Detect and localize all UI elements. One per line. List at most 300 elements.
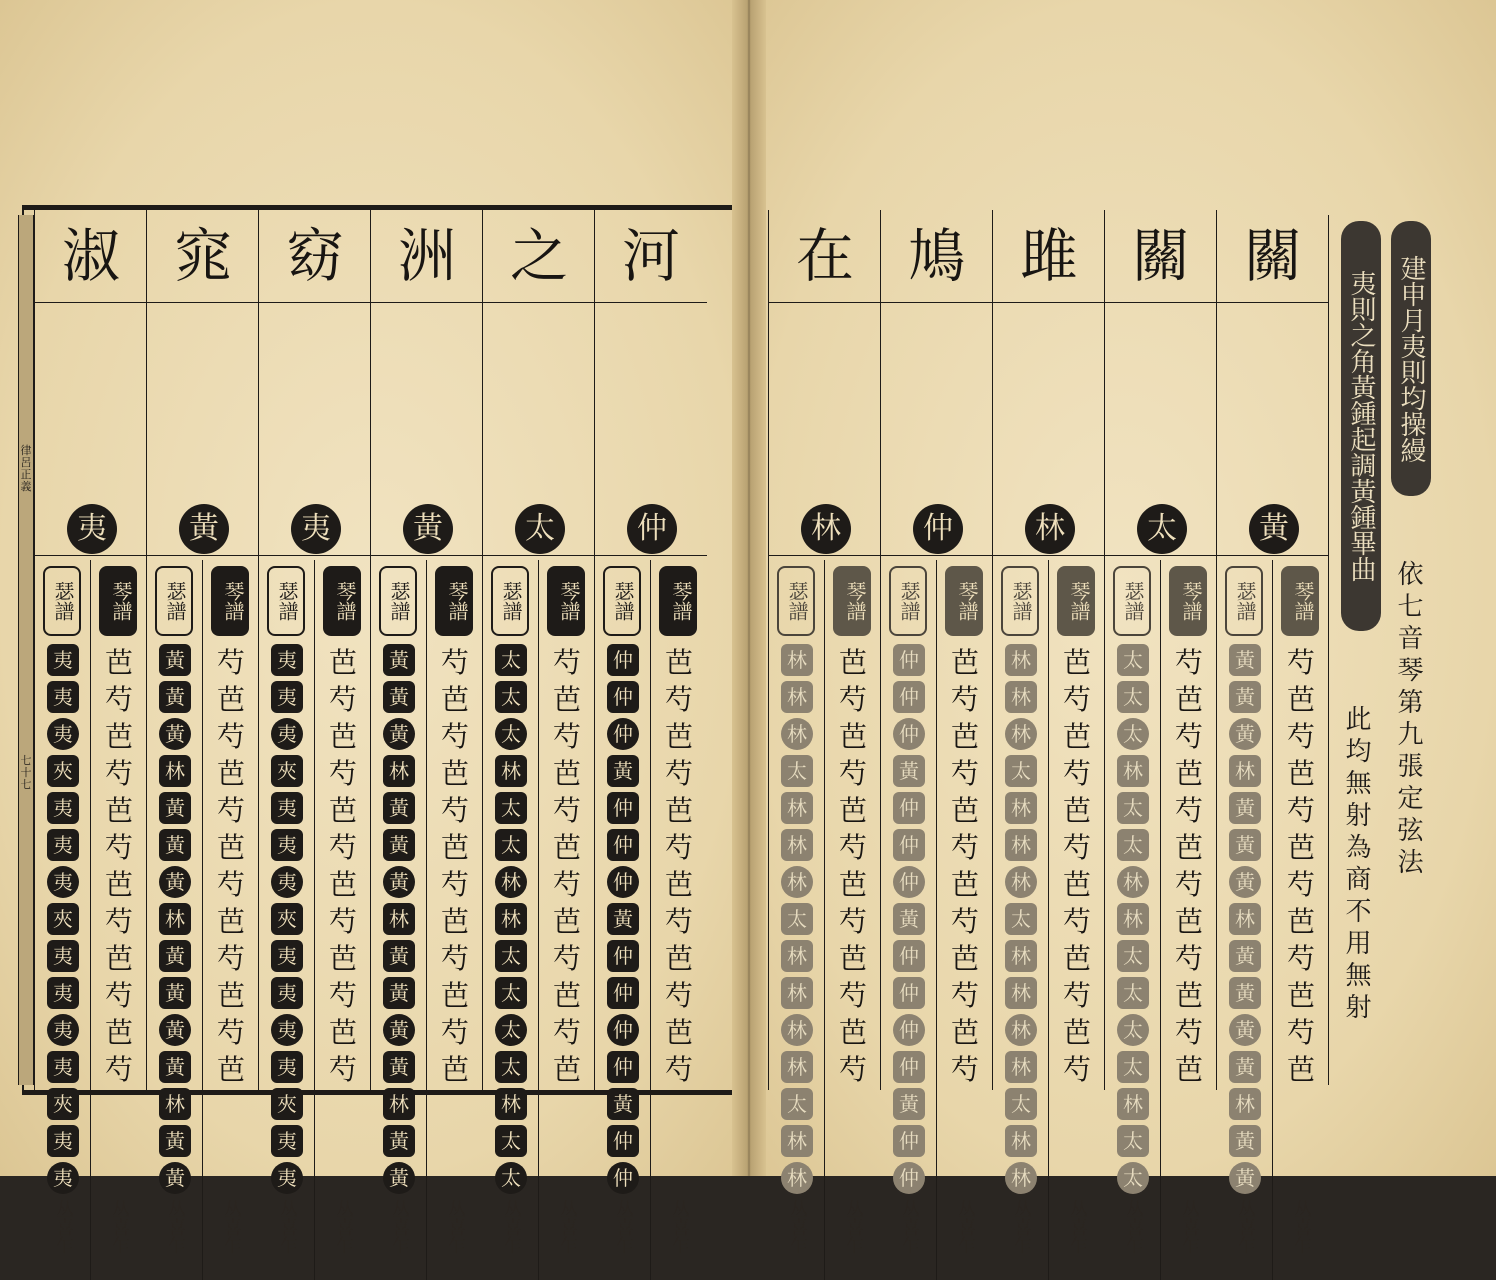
se-note-chip: 太 xyxy=(1117,644,1149,676)
divider xyxy=(993,555,1105,556)
se-note-chip: 黃 xyxy=(1229,1125,1261,1157)
column-footnote: 丛喜乍 xyxy=(501,1200,522,1254)
se-note-chip: 林 xyxy=(1117,1088,1149,1120)
qin-tablature: 芭芍芭芍芭芍芭芍芭芍芭芍 xyxy=(950,646,979,1086)
se-note-chip: 夷 xyxy=(47,681,79,713)
column-footnote: 丛喜乍 xyxy=(843,1200,864,1254)
se-note-chip: 太 xyxy=(495,1051,527,1083)
column-footnote: 丛喜乍 xyxy=(787,1200,808,1254)
divider xyxy=(147,302,259,303)
mode-banner: 建申月夷則均操縵 xyxy=(1391,221,1431,496)
se-note-chip: 黃 xyxy=(383,977,415,1009)
divider xyxy=(147,555,259,556)
lyric-character: 窈 xyxy=(285,222,344,290)
se-note-chip: 林 xyxy=(1117,866,1149,898)
divider xyxy=(35,555,147,556)
pitch-medallion: 太 xyxy=(1137,504,1187,554)
qin-tab-column xyxy=(1049,560,1105,1280)
qin-tablature: 芭芍芭芍芭芍芭芍芭芍芭芍 xyxy=(104,646,133,1086)
se-note-chip: 太 xyxy=(1005,903,1037,935)
qin-tab-column xyxy=(1161,560,1217,1280)
se-note-chip: 太 xyxy=(1117,681,1149,713)
se-note-chip: 林 xyxy=(1117,755,1149,787)
se-note-chip: 黃 xyxy=(159,940,191,972)
se-note-chip: 太 xyxy=(495,940,527,972)
se-tab-column xyxy=(595,560,651,1280)
qin-header: 琴譜 xyxy=(99,566,137,636)
se-note-chip: 林 xyxy=(1005,940,1037,972)
pitch-medallion: 林 xyxy=(1025,504,1075,554)
se-note-chip: 黃 xyxy=(1229,1162,1261,1194)
se-note-chip: 林 xyxy=(781,1162,813,1194)
divider xyxy=(483,555,595,556)
se-note-chip: 夷 xyxy=(47,1014,79,1046)
se-note-chip: 夷 xyxy=(47,1051,79,1083)
se-note-chip: 太 xyxy=(1117,1125,1149,1157)
se-note-chip: 黃 xyxy=(893,1088,925,1120)
se-note-chip: 仲 xyxy=(893,1051,925,1083)
se-note-chip: 仲 xyxy=(607,718,639,750)
column-footnote: 丛喜乍 xyxy=(1291,1200,1312,1254)
se-note-chip: 夾 xyxy=(47,903,79,935)
se-note-chip: 仲 xyxy=(607,829,639,861)
lyric-character: 關 xyxy=(1131,222,1190,290)
se-note-chip: 林 xyxy=(1117,903,1149,935)
se-note-chip: 夷 xyxy=(47,718,79,750)
column-footnote: 丛喜乍 xyxy=(1011,1200,1032,1254)
divider xyxy=(769,555,881,556)
se-note-chip: 仲 xyxy=(607,792,639,824)
se-note-chip: 夷 xyxy=(271,1014,303,1046)
se-note-chip: 林 xyxy=(495,903,527,935)
book-gutter xyxy=(732,0,766,1176)
column-footnote: 丛喜乍 xyxy=(333,1200,354,1254)
se-note-chip: 仲 xyxy=(893,718,925,750)
se-note-chip: 林 xyxy=(383,755,415,787)
se-notes xyxy=(1111,644,1155,1199)
se-note-chip: 太 xyxy=(1005,755,1037,787)
se-note-chip: 仲 xyxy=(893,681,925,713)
se-note-chip: 黃 xyxy=(383,866,415,898)
se-note-chip: 夷 xyxy=(271,1051,303,1083)
se-note-chip: 夷 xyxy=(47,1125,79,1157)
qin-tab-column xyxy=(315,560,371,1280)
se-note-chip: 太 xyxy=(781,903,813,935)
se-note-chip: 太 xyxy=(781,1088,813,1120)
left-columns xyxy=(34,210,706,1254)
se-note-chip: 黃 xyxy=(383,829,415,861)
se-note-chip: 仲 xyxy=(893,866,925,898)
column-footnote: 丛喜乍 xyxy=(557,1200,578,1254)
divider xyxy=(371,555,483,556)
se-note-chip: 太 xyxy=(495,1014,527,1046)
se-note-chip: 太 xyxy=(495,681,527,713)
se-note-chip: 林 xyxy=(1229,1088,1261,1120)
se-note-chip: 太 xyxy=(495,1125,527,1157)
se-note-chip: 林 xyxy=(1005,644,1037,676)
se-tab-column xyxy=(35,560,91,1280)
se-note-chip: 林 xyxy=(781,1014,813,1046)
se-notes xyxy=(887,644,931,1199)
lyric-character: 之 xyxy=(509,222,568,290)
qin-tablature: 芭芍芭芍芭芍芭芍芭芍芭芍 xyxy=(1062,646,1091,1086)
divider xyxy=(993,302,1105,303)
verse-column xyxy=(482,210,594,1254)
se-note-chip: 黃 xyxy=(383,940,415,972)
se-note-chip: 仲 xyxy=(893,1014,925,1046)
se-note-chip: 黃 xyxy=(159,1125,191,1157)
lyric-character: 雎 xyxy=(1019,222,1078,290)
se-note-chip: 黃 xyxy=(159,792,191,824)
column-footnote: 丛喜乍 xyxy=(221,1200,242,1254)
se-notes xyxy=(489,644,533,1199)
se-note-chip: 黃 xyxy=(383,1014,415,1046)
verse-column xyxy=(768,210,880,1254)
column-footnote: 丛喜乍 xyxy=(899,1200,920,1254)
se-note-chip: 黃 xyxy=(383,1162,415,1194)
qin-tablature: 芭芍芭芍芭芍芭芍芭芍芭芍 xyxy=(328,646,357,1086)
se-note-chip: 林 xyxy=(781,829,813,861)
se-note-chip: 仲 xyxy=(893,644,925,676)
qin-header: 琴譜 xyxy=(1169,566,1207,636)
se-note-chip: 夷 xyxy=(271,866,303,898)
se-tab-column xyxy=(259,560,315,1280)
se-header: 瑟譜 xyxy=(1225,566,1263,636)
pitch-medallion: 仲 xyxy=(913,504,963,554)
se-note-chip: 仲 xyxy=(607,1014,639,1046)
se-tab-column xyxy=(769,560,825,1280)
qin-tab-column xyxy=(203,560,259,1280)
pitch-medallion: 黃 xyxy=(403,504,453,554)
qin-tab-column xyxy=(651,560,707,1280)
column-footnote: 丛喜乍 xyxy=(1179,1200,1200,1254)
se-note-chip: 林 xyxy=(781,1051,813,1083)
se-notes xyxy=(41,644,85,1199)
se-note-chip: 林 xyxy=(781,866,813,898)
column-footnote: 丛喜乍 xyxy=(613,1200,634,1254)
se-tab-column xyxy=(1105,560,1161,1280)
divider xyxy=(881,302,993,303)
se-notes xyxy=(377,644,421,1199)
verse-column xyxy=(1216,210,1328,1254)
verse-column xyxy=(34,210,146,1254)
se-header: 瑟譜 xyxy=(155,566,193,636)
se-note-chip: 太 xyxy=(1117,829,1149,861)
divider xyxy=(371,302,483,303)
se-note-chip: 林 xyxy=(383,1088,415,1120)
qin-tab-column xyxy=(539,560,595,1280)
se-note-chip: 林 xyxy=(1005,977,1037,1009)
se-note-chip: 黃 xyxy=(159,977,191,1009)
se-note-chip: 黃 xyxy=(159,866,191,898)
se-note-chip: 夾 xyxy=(47,1088,79,1120)
se-note-chip: 夷 xyxy=(271,829,303,861)
se-note-chip: 黃 xyxy=(159,644,191,676)
se-header: 瑟譜 xyxy=(1001,566,1039,636)
se-note-chip: 仲 xyxy=(607,681,639,713)
se-note-chip: 夷 xyxy=(271,718,303,750)
key-banner: 夷則之角黃鍾起調黃鍾畢曲 xyxy=(1341,221,1381,631)
se-note-chip: 林 xyxy=(495,755,527,787)
se-note-chip: 黃 xyxy=(893,755,925,787)
divider xyxy=(483,302,595,303)
se-note-chip: 太 xyxy=(1117,1051,1149,1083)
se-note-chip: 黃 xyxy=(1229,718,1261,750)
se-note-chip: 仲 xyxy=(893,940,925,972)
se-note-chip: 太 xyxy=(1117,1014,1149,1046)
qin-tablature: 芭芍芭芍芭芍芭芍芭芍芭芍 xyxy=(838,646,867,1086)
qin-tablature: 芭芍芭芍芭芍芭芍芭芍芭芍 xyxy=(664,646,693,1086)
se-note-chip: 黃 xyxy=(383,718,415,750)
qin-header: 琴譜 xyxy=(1281,566,1319,636)
se-note-chip: 夷 xyxy=(271,1125,303,1157)
se-note-chip: 仲 xyxy=(893,792,925,824)
se-note-chip: 黃 xyxy=(159,718,191,750)
qin-tablature: 芍芭芍芭芍芭芍芭芍芭芍芭 xyxy=(552,646,581,1086)
lyric-character: 鳩 xyxy=(907,222,966,290)
divider xyxy=(881,555,993,556)
tuning-note: 依七音琴第九張定弦法 xyxy=(1393,560,1423,880)
margin-title: 律呂正義 xyxy=(20,444,32,494)
se-notes xyxy=(1223,644,1267,1199)
lyric-character: 窕 xyxy=(173,222,232,290)
qin-header: 琴譜 xyxy=(1057,566,1095,636)
column-footnote: 丛喜乍 xyxy=(277,1200,298,1254)
qin-header: 琴譜 xyxy=(547,566,585,636)
divider xyxy=(259,555,371,556)
se-note-chip: 夷 xyxy=(271,940,303,972)
column-footnote: 丛喜乍 xyxy=(1067,1200,1088,1254)
verse-column xyxy=(146,210,258,1254)
se-note-chip: 夷 xyxy=(271,644,303,676)
se-note-chip: 夷 xyxy=(271,792,303,824)
se-note-chip: 仲 xyxy=(893,1162,925,1194)
pitch-medallion: 黃 xyxy=(179,504,229,554)
se-note-chip: 林 xyxy=(1005,1051,1037,1083)
qin-tablature: 芍芭芍芭芍芭芍芭芍芭芍芭 xyxy=(1174,646,1203,1086)
verse-column xyxy=(880,210,992,1254)
pitch-medallion: 夷 xyxy=(67,504,117,554)
se-note-chip: 黃 xyxy=(1229,977,1261,1009)
se-note-chip: 仲 xyxy=(607,977,639,1009)
se-note-chip: 林 xyxy=(495,1088,527,1120)
se-note-chip: 太 xyxy=(1005,1088,1037,1120)
se-tab-column xyxy=(881,560,937,1280)
se-note-chip: 林 xyxy=(159,755,191,787)
se-note-chip: 林 xyxy=(1005,792,1037,824)
left-margin-strip xyxy=(18,215,34,1085)
column-footnote: 丛喜乍 xyxy=(1235,1200,1256,1254)
verse-column xyxy=(370,210,482,1254)
se-note-chip: 黃 xyxy=(159,829,191,861)
se-note-chip: 林 xyxy=(1229,903,1261,935)
lyric-character: 關 xyxy=(1243,222,1302,290)
divider xyxy=(1105,302,1217,303)
lyric-character: 河 xyxy=(621,222,680,290)
qin-tab-column xyxy=(1273,560,1329,1280)
se-note-chip: 仲 xyxy=(607,1162,639,1194)
column-footnote: 丛喜乍 xyxy=(1123,1200,1144,1254)
se-note-chip: 太 xyxy=(495,792,527,824)
se-notes xyxy=(265,644,309,1199)
se-note-chip: 夷 xyxy=(271,681,303,713)
se-header: 瑟譜 xyxy=(889,566,927,636)
se-note-chip: 黃 xyxy=(1229,1014,1261,1046)
se-note-chip: 黃 xyxy=(159,1162,191,1194)
verse-column xyxy=(258,210,370,1254)
se-note-chip: 太 xyxy=(495,977,527,1009)
se-note-chip: 林 xyxy=(1005,1014,1037,1046)
se-note-chip: 林 xyxy=(1005,1162,1037,1194)
qin-tablature: 芍芭芍芭芍芭芍芭芍芭芍芭 xyxy=(1286,646,1315,1086)
se-note-chip: 太 xyxy=(495,718,527,750)
se-note-chip: 仲 xyxy=(893,977,925,1009)
title-band xyxy=(1328,215,1439,1085)
se-note-chip: 太 xyxy=(495,829,527,861)
qin-tab-column xyxy=(91,560,147,1280)
se-note-chip: 太 xyxy=(495,1162,527,1194)
qin-tab-column xyxy=(825,560,881,1280)
se-note-chip: 仲 xyxy=(893,829,925,861)
column-footnote: 丛喜乍 xyxy=(445,1200,466,1254)
se-note-chip: 林 xyxy=(781,644,813,676)
se-note-chip: 黃 xyxy=(1229,1051,1261,1083)
se-note-chip: 仲 xyxy=(893,1125,925,1157)
divider xyxy=(35,302,147,303)
qin-tab-column xyxy=(937,560,993,1280)
se-note-chip: 夷 xyxy=(47,644,79,676)
se-header: 瑟譜 xyxy=(379,566,417,636)
se-note-chip: 仲 xyxy=(607,866,639,898)
se-note-chip: 夷 xyxy=(271,977,303,1009)
divider xyxy=(1217,555,1329,556)
se-note-chip: 林 xyxy=(1005,681,1037,713)
lyric-character: 在 xyxy=(795,222,854,290)
se-note-chip: 夾 xyxy=(271,755,303,787)
se-note-chip: 仲 xyxy=(607,1051,639,1083)
se-note-chip: 黃 xyxy=(383,1051,415,1083)
se-header: 瑟譜 xyxy=(603,566,641,636)
se-note-chip: 林 xyxy=(495,866,527,898)
se-note-chip: 黃 xyxy=(383,644,415,676)
se-tab-column xyxy=(993,560,1049,1280)
se-note-chip: 夷 xyxy=(271,1162,303,1194)
divider xyxy=(769,302,881,303)
se-header: 瑟譜 xyxy=(1113,566,1151,636)
column-footnote: 丛喜乍 xyxy=(389,1200,410,1254)
se-header: 瑟譜 xyxy=(43,566,81,636)
column-footnote: 丛喜乍 xyxy=(955,1200,976,1254)
se-notes xyxy=(601,644,645,1199)
se-note-chip: 夾 xyxy=(271,903,303,935)
right-columns xyxy=(768,210,1328,1254)
se-note-chip: 林 xyxy=(159,1088,191,1120)
se-tab-column xyxy=(1217,560,1273,1280)
se-note-chip: 黃 xyxy=(159,681,191,713)
column-footnote: 丛喜乍 xyxy=(669,1200,690,1254)
se-note-chip: 黃 xyxy=(383,681,415,713)
se-note-chip: 夷 xyxy=(47,977,79,1009)
qin-header: 琴譜 xyxy=(211,566,249,636)
lyric-character: 淑 xyxy=(61,222,120,290)
se-note-chip: 林 xyxy=(781,977,813,1009)
se-note-chip: 林 xyxy=(383,903,415,935)
se-note-chip: 黃 xyxy=(1229,866,1261,898)
qin-header: 琴譜 xyxy=(945,566,983,636)
se-note-chip: 黃 xyxy=(1229,829,1261,861)
verse-column xyxy=(1104,210,1216,1254)
se-note-chip: 太 xyxy=(781,755,813,787)
divider xyxy=(1105,555,1217,556)
se-note-chip: 夾 xyxy=(47,755,79,787)
verse-column xyxy=(594,210,706,1254)
se-note-chip: 黃 xyxy=(607,755,639,787)
se-note-chip: 太 xyxy=(1117,792,1149,824)
se-tab-column xyxy=(147,560,203,1280)
se-note-chip: 林 xyxy=(1005,829,1037,861)
se-notes xyxy=(153,644,197,1199)
qin-header: 琴譜 xyxy=(435,566,473,636)
se-note-chip: 林 xyxy=(1229,755,1261,787)
se-note-chip: 林 xyxy=(781,681,813,713)
se-header: 瑟譜 xyxy=(267,566,305,636)
divider xyxy=(259,302,371,303)
se-note-chip: 夾 xyxy=(271,1088,303,1120)
se-note-chip: 林 xyxy=(1005,1125,1037,1157)
se-note-chip: 夷 xyxy=(47,866,79,898)
qin-header: 琴譜 xyxy=(833,566,871,636)
se-note-chip: 黃 xyxy=(607,903,639,935)
divider xyxy=(595,302,707,303)
se-note-chip: 林 xyxy=(781,718,813,750)
pitch-medallion: 仲 xyxy=(627,504,677,554)
se-note-chip: 黃 xyxy=(1229,681,1261,713)
se-note-chip: 黃 xyxy=(159,1051,191,1083)
se-tab-column xyxy=(483,560,539,1280)
pitch-medallion: 黃 xyxy=(1249,504,1299,554)
se-note-chip: 仲 xyxy=(607,644,639,676)
se-note-chip: 林 xyxy=(159,903,191,935)
qin-tablature: 芍芭芍芭芍芭芍芭芍芭芍芭 xyxy=(440,646,469,1086)
pitch-medallion: 夷 xyxy=(291,504,341,554)
se-note-chip: 仲 xyxy=(607,1125,639,1157)
qin-tab-column xyxy=(427,560,483,1280)
divider xyxy=(595,555,707,556)
se-note-chip: 夷 xyxy=(47,940,79,972)
column-footnote: 丛喜乍 xyxy=(165,1200,186,1254)
se-note-chip: 黃 xyxy=(1229,644,1261,676)
se-header: 瑟譜 xyxy=(777,566,815,636)
se-note-chip: 黃 xyxy=(383,1125,415,1157)
column-footnote: 丛喜乍 xyxy=(53,1200,74,1254)
pitch-medallion: 林 xyxy=(801,504,851,554)
se-note-chip: 黃 xyxy=(893,903,925,935)
left-page xyxy=(0,0,748,1254)
se-note-chip: 黃 xyxy=(1229,940,1261,972)
se-note-chip: 太 xyxy=(1117,718,1149,750)
se-note-chip: 太 xyxy=(1117,940,1149,972)
se-note-chip: 太 xyxy=(1117,977,1149,1009)
qin-header: 琴譜 xyxy=(323,566,361,636)
se-tab-column xyxy=(371,560,427,1280)
pitch-medallion: 太 xyxy=(515,504,565,554)
verse-column xyxy=(992,210,1104,1254)
se-notes xyxy=(999,644,1043,1199)
se-note-chip: 太 xyxy=(1117,1162,1149,1194)
se-note-chip: 太 xyxy=(495,644,527,676)
se-note-chip: 林 xyxy=(1005,866,1037,898)
se-note-chip: 夷 xyxy=(47,792,79,824)
